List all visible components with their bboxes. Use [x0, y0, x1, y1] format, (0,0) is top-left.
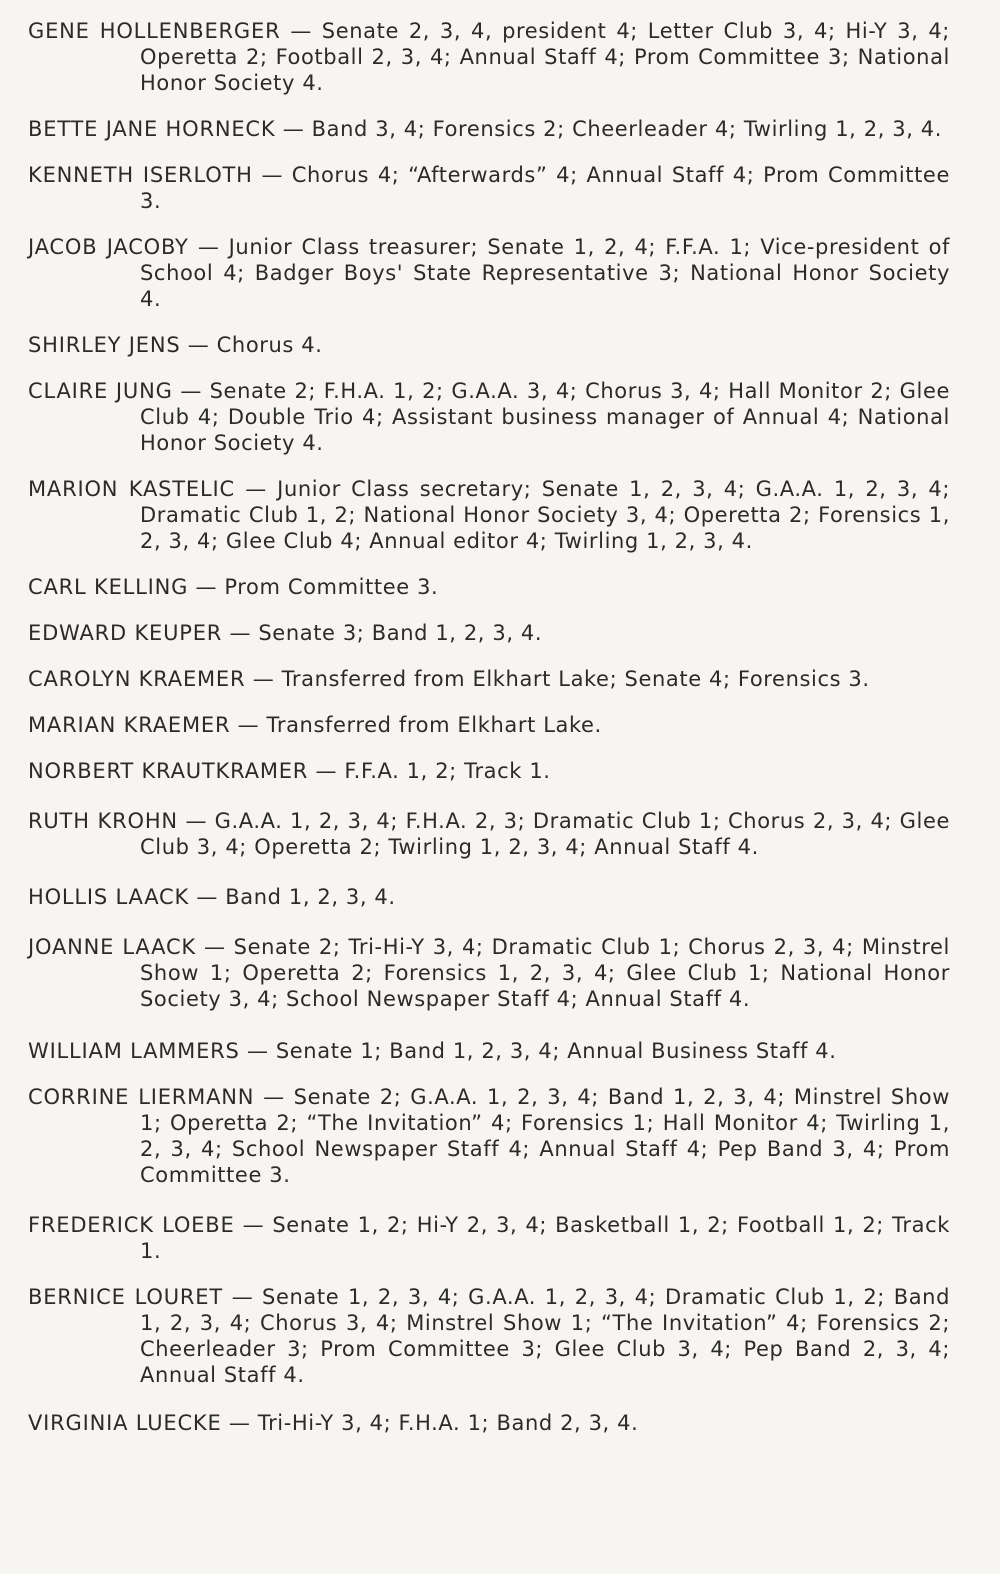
student-name: JOANNE LAACK [28, 935, 196, 959]
separator: — [204, 935, 226, 959]
separator: — [187, 333, 210, 357]
activities-text: Transferred from Elkhart Lake; Senate 4; Forensics 3. [281, 667, 870, 691]
separator: — [237, 713, 260, 737]
senior-entry [28, 712, 950, 738]
separator: — [290, 19, 312, 43]
activities-text: Junior Class treasurer; Senate 1, 2, 4; F.F.A. 1; Vice-president of School 4; Badger Boys' State Representative 3; National Honor Society 4. [140, 235, 951, 311]
activities-text: Senate 1, 2; Hi-Y 2, 3, 4; Basketball 1, 2; Football 1, 2; Track 1. [140, 1213, 951, 1263]
senior-entry [28, 884, 950, 910]
activities-text: F.F.A. 1, 2; Track 1. [344, 759, 551, 783]
senior-entry [28, 332, 950, 358]
student-name: SHIRLEY JENS [28, 333, 181, 357]
senior-entry [28, 620, 950, 646]
student-name: BERNICE LOURET [28, 1285, 223, 1309]
senior-entry [28, 116, 950, 142]
senior-entry [28, 574, 950, 600]
separator: — [185, 809, 208, 833]
separator: — [197, 235, 220, 259]
separator: — [242, 1213, 265, 1237]
separator: — [246, 1039, 269, 1063]
separator: — [180, 379, 202, 403]
student-name: BETTE JANE HORNECK [28, 117, 276, 141]
senior-entry [28, 162, 950, 214]
activities-text: Chorus 4. [216, 333, 323, 357]
separator: — [261, 163, 284, 187]
senior-entry [28, 378, 950, 456]
activities-text: Senate 1; Band 1, 2, 3, 4; Annual Business Staff 4. [275, 1039, 837, 1063]
student-name: CAROLYN KRAEMER [28, 667, 246, 691]
separator: — [263, 1085, 285, 1109]
student-name: GENE HOLLENBERGER [28, 19, 281, 43]
separator: — [231, 1285, 254, 1309]
student-name: CLAIRE JUNG [28, 379, 173, 403]
senior-entry [28, 1084, 950, 1188]
senior-entry [28, 18, 950, 96]
student-name: HOLLIS LAACK [28, 885, 190, 909]
student-name: WILLIAM LAMMERS [28, 1039, 240, 1063]
student-name: MARIAN KRAEMER [28, 713, 231, 737]
activities-text: Senate 1, 2, 3, 4; G.A.A. 1, 2, 3, 4; Dramatic Club 1, 2; Band 1, 2, 3, 4; Chorus 3, 4; Minstrel Show 1; “The Invitation” 4; Forensics 2; Cheerleader 3; Prom Committee 3; Glee Club 3, 4; Pep Band 2, 3, 4; Annual Staff 4. [140, 1285, 951, 1387]
student-name: VIRGINIA LUECKE [28, 1411, 222, 1435]
student-name: EDWARD KEUPER [28, 621, 223, 645]
activities-text: Senate 2; G.A.A. 1, 2, 3, 4; Band 1, 2, 3, 4; Minstrel Show 1; Operetta 2; “The Invitation” 4; Forensics 1; Hall Monitor 4; Twirling 1, 2, 3, 4; School Newspaper Staff 4; Annual Staff 4; Pep Band 3, 4; Prom Committee 3. [140, 1085, 950, 1187]
separator: — [245, 477, 267, 501]
activities-text: Senate 2, 3, 4, president 4; Letter Club 3, 4; Hi-Y 3, 4; Operetta 2; Football 2, 3, 4; Annual Staff 4; Prom Committee 3; National Honor Society 4. [140, 19, 950, 95]
separator: — [196, 885, 218, 909]
senior-entry [28, 234, 950, 312]
senior-entry [28, 476, 950, 554]
separator: — [252, 667, 275, 691]
separator: — [195, 575, 218, 599]
activities-text: Junior Class secretary; Senate 1, 2, 3, 4; G.A.A. 1, 2, 3, 4; Dramatic Club 1, 2; National Honor Society 3, 4; Operetta 2; Forensics 1, 2, 3, 4; Glee Club 4; Annual editor 4; Twirling 1, 2, 3, 4. [140, 477, 951, 553]
activities-text: Prom Committee 3. [224, 575, 439, 599]
activities-text: Senate 2; Tri-Hi-Y 3, 4; Dramatic Club 1; Chorus 2, 3, 4; Minstrel Show 1; Operetta 2; Forensics 1, 2, 3, 4; Glee Club 1; National Honor Society 3, 4; School Newspaper Staff 4; Annual Staff 4. [140, 935, 950, 1011]
senior-entry [28, 1410, 950, 1436]
student-name: KENNETH ISERLOTH [28, 163, 253, 187]
student-name: CARL KELLING [28, 575, 189, 599]
activities-text: Senate 2; F.H.A. 1, 2; G.A.A. 3, 4; Chorus 3, 4; Hall Monitor 2; Glee Club 4; Double Trio 4; Assistant business manager of Annual 4; National Honor Society 4. [140, 379, 950, 455]
senior-entry [28, 1212, 950, 1264]
senior-entry [28, 1284, 950, 1388]
activities-text: Senate 3; Band 1, 2, 3, 4. [258, 621, 543, 645]
senior-entry [28, 666, 950, 692]
separator: — [315, 759, 338, 783]
activities-text: Tri-Hi-Y 3, 4; F.H.A. 1; Band 2, 3, 4. [257, 1411, 639, 1435]
activities-text: Chorus 4; “Afterwards” 4; Annual Staff 4; Prom Committee 3. [140, 163, 950, 213]
student-name: FREDERICK LOEBE [28, 1213, 235, 1237]
separator: — [229, 621, 252, 645]
senior-entry [28, 934, 950, 1012]
separator: — [282, 117, 305, 141]
senior-entry [28, 808, 950, 860]
senior-entry [28, 1038, 950, 1064]
senior-entry [28, 758, 950, 784]
activities-text: G.A.A. 1, 2, 3, 4; F.H.A. 2, 3; Dramatic Club 1; Chorus 2, 3, 4; Glee Club 3, 4; Operetta 2; Twirling 1, 2, 3, 4; Annual Staff 4. [140, 809, 950, 859]
activities-text: Band 1, 2, 3, 4. [225, 885, 396, 909]
student-name: RUTH KROHN [28, 809, 178, 833]
activities-text: Transferred from Elkhart Lake. [266, 713, 602, 737]
separator: — [228, 1411, 251, 1435]
student-name: NORBERT KRAUTKRAMER [28, 759, 309, 783]
student-name: JACOB JACOBY [28, 235, 189, 259]
student-name: MARION KASTELIC [28, 477, 235, 501]
student-name: CORRINE LIERMANN [28, 1085, 255, 1109]
activities-text: Band 3, 4; Forensics 2; Cheerleader 4; Twirling 1, 2, 3, 4. [311, 117, 942, 141]
